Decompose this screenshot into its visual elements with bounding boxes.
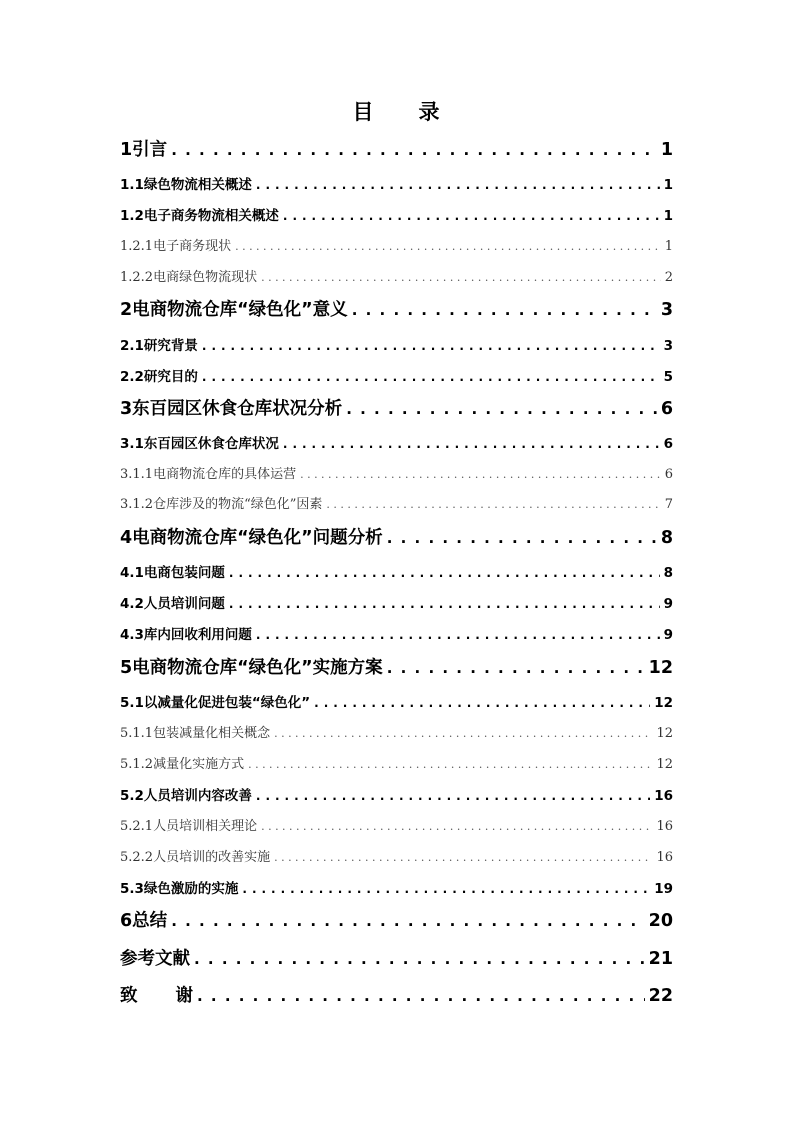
toc-leader-dots [326, 494, 660, 516]
toc-leader-dots [197, 983, 645, 1009]
toc-entry-page: 21 [648, 949, 673, 969]
toc-entry-label: 6总结 [120, 911, 168, 931]
toc-entry[interactable] [120, 366, 673, 388]
toc-entry-label: 5.1以减量化促进包装“绿色化” [120, 695, 311, 711]
toc-leader-dots [283, 433, 660, 455]
toc-entry-page: 1 [660, 140, 673, 160]
toc-entry-label-part1: 致 [120, 986, 138, 1006]
toc-entry-label: 参考文献 [120, 949, 190, 969]
toc-entry-label: 5.2人员培训内容改善 [120, 788, 252, 804]
toc-entry[interactable] [120, 692, 673, 714]
toc-leader-dots [387, 525, 657, 551]
toc-entry-page: 1 [663, 177, 673, 193]
toc-entry[interactable] [120, 754, 673, 776]
toc-leader-dots [274, 723, 652, 745]
toc-entry[interactable] [120, 433, 673, 455]
toc-entry-label: 5.2.1人员培训相关理论 [120, 819, 258, 834]
toc-entry[interactable] [120, 908, 673, 934]
toc-entry[interactable] [120, 525, 673, 551]
toc-entry-label: 1.2电子商务物流相关概述 [120, 208, 279, 224]
toc-leader-dots [194, 946, 645, 972]
toc-entry[interactable] [120, 847, 673, 869]
toc-entry[interactable] [120, 297, 673, 323]
toc-entry-page: 16 [656, 850, 673, 865]
toc-entry-page: 9 [663, 627, 673, 643]
toc-entry[interactable] [120, 562, 673, 584]
toc-entry-page: 2 [664, 270, 673, 285]
toc-entry-page: 9 [663, 596, 673, 612]
toc-leader-dots [242, 878, 650, 900]
toc-entry[interactable] [120, 335, 673, 357]
toc-entry[interactable] [120, 396, 673, 422]
toc-leader-dots [256, 785, 650, 807]
table-of-contents [120, 0, 673, 1122]
toc-entry-page: 1 [664, 239, 673, 254]
toc-entry-page: 3 [663, 338, 673, 354]
toc-leader-dots [283, 205, 660, 227]
toc-leader-dots [300, 464, 661, 486]
toc-title-part2: 录 [418, 100, 441, 124]
toc-leader-dots [314, 692, 650, 714]
toc-leader-dots [261, 816, 652, 838]
toc-entry[interactable] [120, 785, 673, 807]
toc-entry-page: 6 [664, 467, 673, 482]
toc-entry-label: 3.1.2仓库涉及的物流“绿色化”因素 [120, 497, 323, 512]
toc-entry-label: 1引言 [120, 140, 168, 160]
toc-entry[interactable] [120, 624, 673, 646]
toc-title-part1: 目 [352, 100, 375, 124]
toc-entry-label: 4.1电商包装问题 [120, 565, 225, 581]
toc-entry-label: 1.2.1电子商务现状 [120, 239, 232, 254]
toc-entry-page: 7 [664, 497, 673, 512]
toc-entry-label: 2.2研究目的 [120, 369, 198, 385]
toc-entry-page: 1 [663, 208, 673, 224]
toc-entry-label: 5.3绿色激励的实施 [120, 881, 239, 897]
toc-entry[interactable] [120, 655, 673, 681]
toc-entry[interactable] [120, 593, 673, 615]
toc-entry[interactable] [120, 494, 673, 516]
toc-entry-label: 4.3库内回收利用问题 [120, 627, 252, 643]
toc-leader-dots [346, 396, 657, 422]
toc-entry-page: 6 [660, 399, 673, 419]
toc-leader-dots [352, 297, 657, 323]
toc-entry-label: 3.1.1电商物流仓库的具体运营 [120, 467, 297, 482]
toc-entry-page: 20 [648, 911, 673, 931]
toc-entry-label: 1.1绿色物流相关概述 [120, 177, 252, 193]
toc-entry[interactable] [120, 946, 673, 972]
toc-leader-dots [261, 267, 661, 289]
toc-entry[interactable] [120, 723, 673, 745]
toc-leader-dots [202, 366, 660, 388]
toc-entry-label: 5.1.2减量化实施方式 [120, 757, 245, 772]
toc-entry-label: 5.2.2人员培训的改善实施 [120, 850, 271, 865]
toc-entry[interactable] [120, 816, 673, 838]
toc-entry-label: 4.2人员培训问题 [120, 596, 225, 612]
toc-leader-dots [229, 593, 660, 615]
toc-leader-dots [229, 562, 660, 584]
toc-entry-page: 6 [663, 436, 673, 452]
toc-entry-page: 5 [663, 369, 673, 385]
toc-entry-label: 1.2.2电商绿色物流现状 [120, 270, 258, 285]
toc-entry[interactable] [120, 174, 673, 196]
toc-entry-label: 2.1研究背景 [120, 338, 198, 354]
toc-entry-page: 12 [648, 658, 673, 678]
toc-entry-label: 2电商物流仓库“绿色化”意义 [120, 300, 348, 320]
toc-entry-label: 4电商物流仓库“绿色化”问题分析 [120, 528, 383, 548]
toc-entry-page: 3 [660, 300, 673, 320]
toc-entry-label-part2: 谢 [175, 986, 193, 1006]
toc-leader-dots [256, 624, 660, 646]
toc-leader-dots [171, 137, 657, 163]
toc-leader-dots [248, 754, 652, 776]
toc-entry-label: 5电商物流仓库“绿色化”实施方案 [120, 658, 383, 678]
toc-entry[interactable] [120, 267, 673, 289]
toc-entry-label: 3东百园区休食仓库状况分析 [120, 399, 343, 419]
toc-entry-page: 16 [654, 788, 673, 804]
toc-entry-page: 8 [663, 565, 673, 581]
toc-entry[interactable] [120, 236, 673, 258]
toc-leader-dots [202, 335, 660, 357]
toc-entry-label: 5.1.1包装减量化相关概念 [120, 726, 271, 741]
toc-entry[interactable] [120, 878, 673, 900]
toc-leader-dots [274, 847, 652, 869]
toc-entry[interactable] [120, 205, 673, 227]
toc-entry-page: 12 [656, 757, 673, 772]
toc-leader-dots [387, 655, 645, 681]
toc-leader-dots [235, 236, 661, 258]
toc-entry-page: 22 [648, 986, 673, 1006]
toc-entry-page: 12 [656, 726, 673, 741]
toc-entry-page: 8 [660, 528, 673, 548]
toc-leader-dots [171, 908, 644, 934]
toc-entry[interactable] [120, 137, 673, 163]
toc-entry-label [120, 983, 193, 1009]
toc-entry-page: 16 [656, 819, 673, 834]
toc-leader-dots [256, 174, 660, 196]
toc-entry[interactable] [120, 464, 673, 486]
toc-entry-page: 12 [654, 695, 673, 711]
toc-entry-page: 19 [654, 881, 673, 897]
toc-entry-label: 3.1东百园区休食仓库状况 [120, 436, 279, 452]
toc-entry[interactable] [120, 983, 673, 1009]
